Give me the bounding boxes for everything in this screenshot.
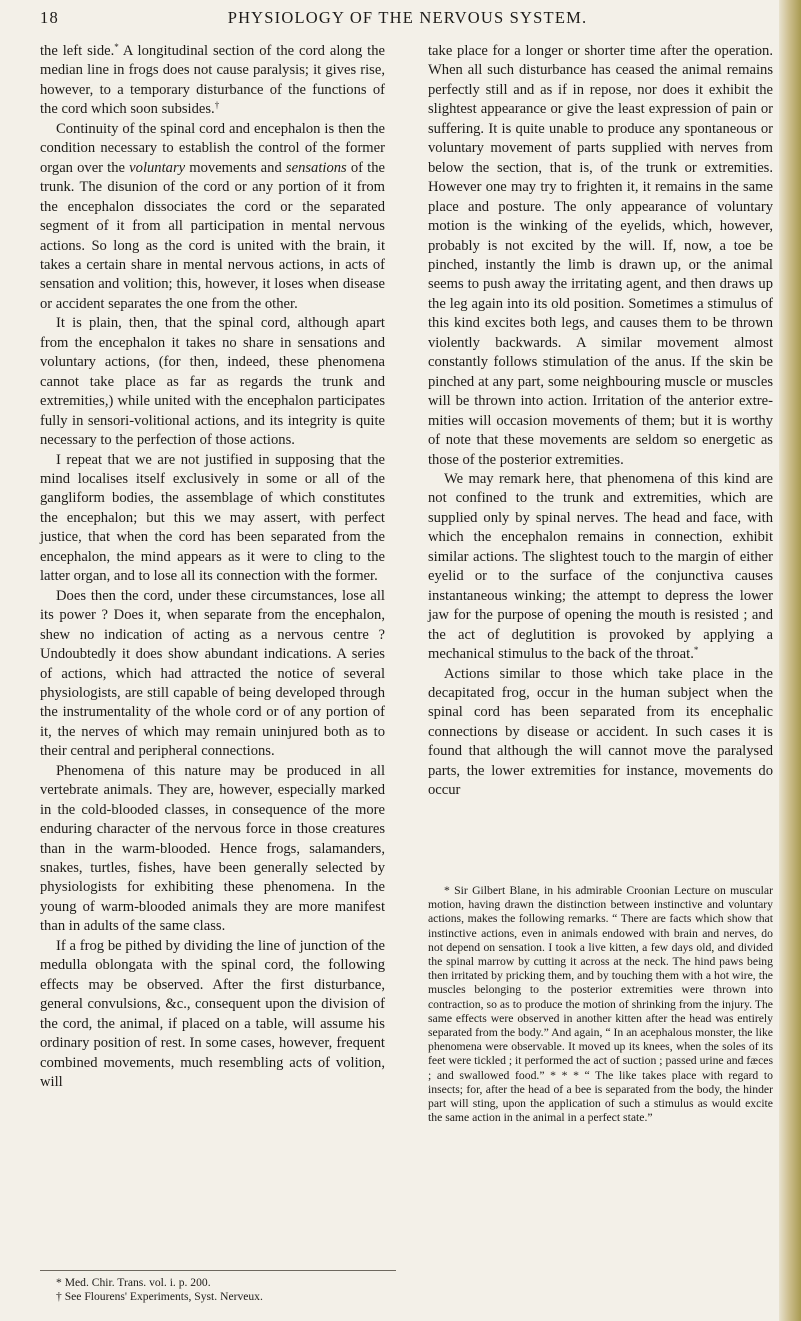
footnote-mark: † [214,100,220,111]
emphasis: sensations [285,159,347,176]
text-run: Continuity of the spinal cord and encephalon is then the condition necessary to establish the control of the former organ over the [40,120,385,176]
paragraph [428,470,773,665]
left-footnotes [40,1270,385,1303]
left-column [40,42,385,1092]
text-run: movements and [185,159,286,176]
paragraph: take place for a longer or shorter time after the operation. When all such disturbance has ceased the animal remains perfectly still and as if in repose, nor does it exhibit the slightest appearance or give the least expression of pain or suffering. It is quite unable to produce any spontaneous or voluntary movement of parts supplied with nerves from below the section, that is, of the trunk or extremities. However one may try to frighten it, it remains in the same place and posture. The only appearance of voluntary motion is the winking of the eyelids, which, however, probably is not excited by the will. If, now, a toe be pinched, instantly the limb is drawn up, or the animal seems to push away the irritating agent, and then draws up the leg again into its old position. Sometimes a stimulus of this kind excites both legs, and causes them to be thrown violently backwards. A similar movement almost constantly follows stimulation of the anus. If the skin be pinched at any part, some neighbouring muscle or muscles will be thrown into action. Irritation of the anterior extremities will occasion movements of them; but it is worthy of note that these movements are seldom so energetic as those of the posterior extremities. [428,43,773,468]
text-run: the left side. [40,43,115,59]
paragraph: Phenomena of this nature may be produced in all vertebrate animals. They are, however, especially marked in the cold-blooded classes, in consequence of the more enduring character of the nervous force in those creatures than in the warm-blooded. Hence frogs, salamanders, snakes, turtles, fishes, have been generally selected by physiologists for exhibiting these phenomena. In the young of warm-blooded animals they are more manifest than in adults of the same class. [40,762,385,935]
footnote-mark: * [114,42,119,52]
page-edge [779,0,801,1321]
paragraph [40,120,385,315]
right-column [428,42,773,801]
footnote: † See Flourens' Experiments, Syst. Nerveux. [56,1289,263,1303]
page-header [40,8,775,30]
paragraph: It is plain, then, that the spinal cord, although apart from the encephalon it takes no share in sensations and voluntary actions, (for then, indeed, these phenomena cannot take place as far as regards the trunk and extremities,) while united with the encephalon participates fully in sensori-volitional actions, and its integrity is quite necessary to the perfection of those actions. [40,315,385,449]
right-footnote [428,884,773,1125]
emphasis: voluntary [129,159,186,176]
footnote-mark: * [693,645,699,656]
footnote: * Med. Chir. Trans. vol. i. p. 200. [56,1276,211,1289]
paragraph [40,42,385,120]
text-run: A longitudinal section of the cord along the median line in frogs does not cause paralysis; it gives rise, however, to a temporary disturbance of the functions of the cord which soon subsides. [40,43,386,118]
paragraph: Does then the cord, under these circumstances, lose all its power ? Does it, when separate from the encephalon, shew no indication of acting as a nervous centre ? Undoubtedly it does show abundant indications. A series of actions, which had attracted the notice of several physiologists, are still capable of being developed through the instrumentality of the whole cord or of any portion of it, the nerves of which may remain uninjured both as to their central and peripheral connections. [40,587,385,760]
paragraph: I repeat that we are not justified in supposing that the mind localises itself exclusively in some or all of the gangliform bodies, the assemblage of which constitutes the encephalon; but this we may assert, with perfect justice, that when the cord has been separated from the encephalon, the mind appears as it were to cling to the latter organ, and to lose all its connection with the former. [40,451,385,585]
page-number: 18 [40,8,59,27]
paragraph: If a frog be pithed by dividing the line of junction of the medulla oblongata with the spinal cord, the following effects may be observed. After the first disturbance, general convulsions, &c., consequent upon the division of the cord, the animal, if placed on a table, will assume his ordinary position of rest. In some cases, however, frequent combined movements, much resembling acts of volition, will [40,937,385,1091]
running-head: PHYSIOLOGY OF THE NERVOUS SYSTEM. [227,8,588,27]
text-run: We may remark here, that phenomena of this kind are not confined to the trunk and extremities, which are supplied only by spinal nerves. The head and face, with which the encephalon remains in connection, exhibit similar actions. The slightest touch to the margin of either eyelid or to the surface of the conjunctiva causes instantaneous winking; the attempt to depress the lower jaw for the purpose of opening the mouth is resisted ; and the act of deglutition is provoked by applying a mechanical stimulus to the back of the throat. [428,470,773,663]
text-run: of the trunk. The disunion of the cord or any portion of it from the encephalon dissociates the cord or the separated segment of it from all participation in mental nervous actions. So long as the cord is united with the brain, it takes a certain share in mental nervous actions, in acts of sensation and volition; this, however, it loses when disease or accident separates the one from the other. [40,159,385,312]
footnote: * Sir Gilbert Blane, in his admirable Croonian Lecture on muscular motion, having drawn the distinction between instinctive and voluntary actions, makes the following remarks. “ There are facts which show that instinctive actions, even in animals endowed with brain and nerves, do not depend on sensation. I took a live kitten, a few days old, and divided the spinal marrow by cutting it across at the neck. The hind paws being then irritated by pricking them, and by touching them with a hot wire, the muscles belonging to the posterior extremities were thrown into contraction, so as to produce the motion of shrinking from the injury. The same effects were observed in another kitten after the head was entirely separated from the body.” And again, “ In an acephalous monster, the like phenomena were observable. It moved up its knees, when the soles of its feet were tickled ; it performed the act of suction ; passed urine and fæces ; and swallowed food.” * * * “ The like takes place with regard to insects; for, after the head of a bee is separated from the body, the hinder part will sting, upon the application of such a stimulus as would excite the same action in the animal in a perfect state.” [428,884,773,1125]
paragraph: Actions similar to those which take place in the decapitated frog, occur in the human subject when the spinal cord has been separated from its encephalic connections by disease or accident. In such cases it is found that although the will cannot move the paralysed parts, the lower extremities for instance, movements do occur [428,665,773,799]
footnote-rule [40,1270,396,1271]
